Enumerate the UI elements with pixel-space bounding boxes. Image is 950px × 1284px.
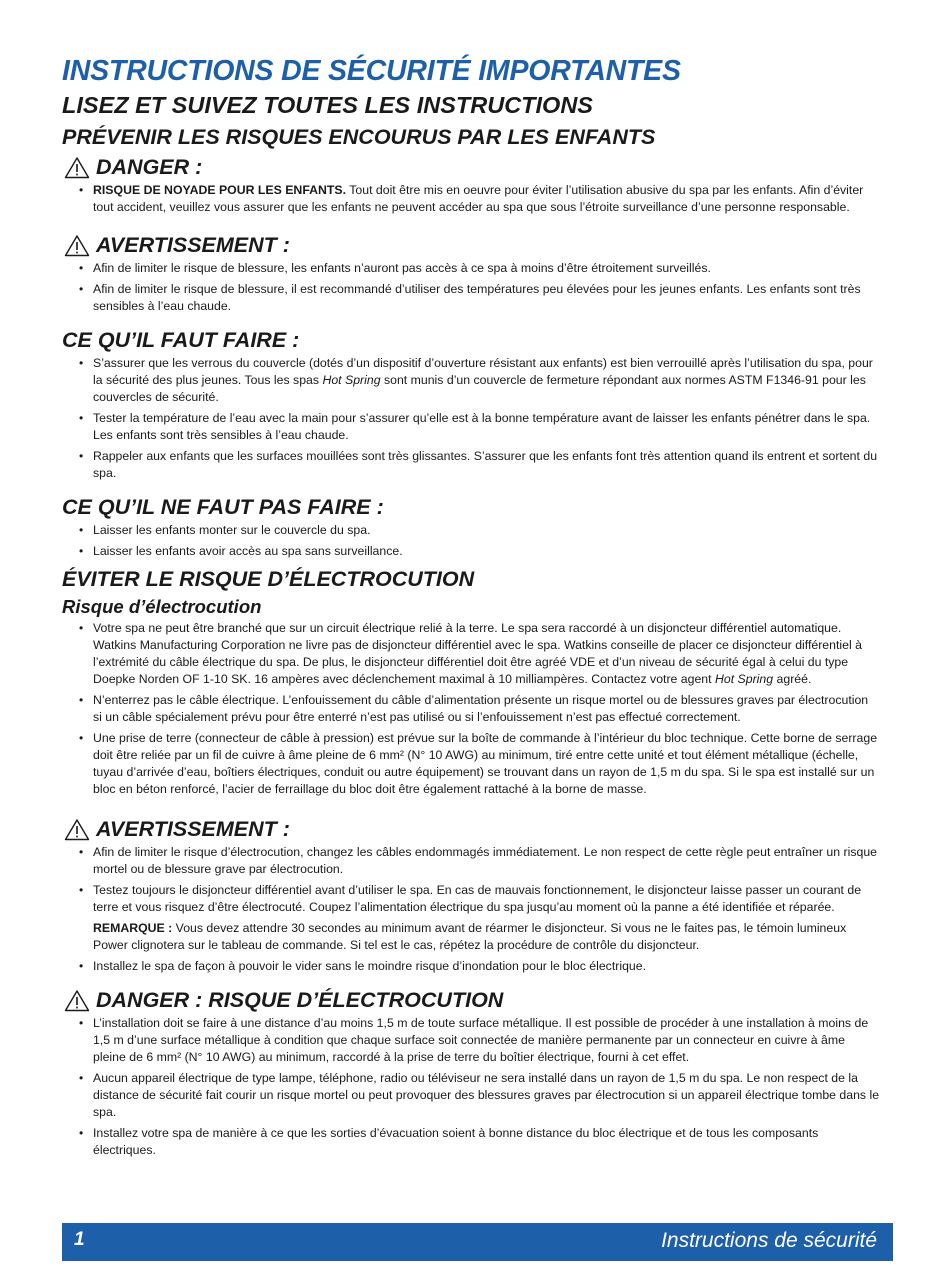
note-text: Vous devez attendre 30 secondes au minimum avant de réarmer le disjoncteur. Si vous ne le faites pas, le témoin lumineux Power clignotera sur le tableau de commande. Si tel est le cas, répétez la procédure de contrôle du disjoncteur. (93, 921, 847, 952)
footer-bar (62, 1223, 893, 1261)
text-run: S’assurer que les verrous du couvercle (dotés d’un dispositif d’ouverture résistant aux enfants) est bien verrouillé après l’utilisation du spa, pour la sécurité des plus jeunes. Tous les spas (93, 356, 873, 387)
content-column (62, 52, 880, 1163)
list-item: • Une prise de terre (connecteur de câble à pression) est prévue sur la boîte de commande à l’intérieur du bloc technique. Cette borne de serrage doit être reliée par un fil de cuivre à âme pleine de 6 mm² (N° 10 AWG) au minimum, tiré entre cette unité et tout élément métallique (échelle, tuyau d’arrivée d’eau, boîtiers électriques, conduit ou autre équipement) se trouvant dans un rayon de 1,5 m du spa. Si le spa est installé sur un bloc en béton renforcé, l’acier de ferraillage du bloc doit être également rattaché à la borne de masse. (93, 730, 880, 798)
electro-warning-list (62, 844, 880, 916)
warning-triangle-icon (64, 156, 90, 179)
list-item: • N’enterrez pas le câble électrique. L’enfouissement du câble d’alimentation présente un risque mortel ou de blessures graves par électrocution si un câble spécialement prévu pour être enterré n’est pas utilisé ou si l’enfouissement n’est pas effectué correctement. (93, 692, 880, 726)
do-list (62, 355, 880, 482)
page-subtitle: LISEZ ET SUIVEZ TOUTES LES INSTRUCTIONS (62, 92, 593, 118)
warning-label: AVERTISSEMENT : (96, 817, 290, 841)
electrocution-list (62, 620, 880, 798)
list-item: • Aucun appareil électrique de type lampe, téléphone, radio ou téléviseur ne sera installé dans un rayon de 1,5 m du spa. Le non respect de la distance de sécurité fait courir un risque mortel ou peut provoquer des blessures graves par électrocution si un appareil électrique tombe dans le spa. (93, 1070, 880, 1121)
brand-name: Hot Spring (322, 373, 381, 387)
warning-triangle-icon (64, 989, 90, 1012)
page-title: INSTRUCTIONS DE SÉCURITÉ IMPORTANTES (62, 55, 681, 87)
note-paragraph (93, 920, 880, 954)
list-item: • Installez votre spa de manière à ce que les sorties d’évacuation soient à bonne distance du bloc électrique et de tous les composants électriques. (93, 1125, 880, 1159)
list-item: • Afin de limiter le risque de blessure, il est recommandé d’utiliser des températures peu élevées pour les jeunes enfants. Les enfants sont très sensibles à l’eau chaude. (93, 281, 880, 315)
electro-danger-list (62, 1015, 880, 1159)
list-item: • Laisser les enfants avoir accès au spa sans surveillance. (93, 543, 880, 560)
text-run: sont munis d’un couvercle de fermeture répondant aux normes ASTM F1346-91 pour les couvercles de sécurité. (93, 373, 866, 404)
electrocution-heading: ÉVITER LE RISQUE D’ÉLECTROCUTION (62, 567, 475, 591)
warning-label: AVERTISSEMENT : (96, 233, 290, 257)
children-danger-list (62, 182, 880, 216)
list-item: • L’installation doit se faire à une distance d’au moins 1,5 m de toute surface métallique. Il est possible de procéder à une installation à moins de 1,5 m d’une surface métallique à condition que chaque surface soit connectée de manière permanente par un connecteur en cuivre à âme pleine de 6 mm² (N° 10 AWG) au minimum, raccordé à la prise de terre du boîtier électrique, fourni à cet effet. (93, 1015, 880, 1066)
page-number: 1 (74, 1229, 85, 1250)
list-item: • Installez le spa de façon à pouvoir le vider sans le moindre risque d’inondation pour le bloc électrique. (93, 958, 880, 975)
electrocution-subheading: Risque d’électrocution (62, 596, 262, 617)
danger-label: DANGER : (96, 155, 203, 179)
text-run: Votre spa ne peut être branché que sur un circuit électrique relié à la terre. Le spa sera raccordé à un disjoncteur différentiel automatique. Watkins Manufacturing Corporation ne livre pas de disjoncteur différentiel avec le spa. Watkins conseille de placer ce disjoncteur différentiel à l’extrémité du câble électrique du spa. De plus, le disjoncteur différentiel doit être agréé VDE et d’un niveau de sécurité égal à celui du type Doepke Norden OF 1-10 SK. 16 ampères avec déclenchement maximal à 10 milliampères. Contactez votre agent (93, 621, 862, 686)
note-label: REMARQUE : (93, 921, 173, 935)
footer-title: Instructions de sécurité (661, 1229, 877, 1252)
electro-warning-list-continued (62, 958, 880, 975)
warning-triangle-icon (64, 234, 90, 257)
list-item: • Tester la température de l’eau avec la main pour s’assurer qu’elle est à la bonne température avant de laisser les enfants pénétrer dans le spa. Les enfants sont très sensibles à l’eau chaude. (93, 410, 880, 444)
list-item (93, 355, 880, 406)
list-item (93, 182, 880, 216)
children-warning-list (62, 260, 880, 315)
list-item (93, 620, 880, 688)
brand-name: Hot Spring (714, 672, 774, 686)
danger-label: DANGER : RISQUE D’ÉLECTROCUTION (96, 988, 504, 1012)
list-item: • Afin de limiter le risque d’électrocution, changez les câbles endommagés immédiatement. Le non respect de cette règle peut entraîner un risque mortel ou de blessure grave par électrocution. (93, 844, 880, 878)
text-run: agréé. (773, 672, 812, 686)
do-heading: CE QU’IL FAUT FAIRE : (62, 328, 300, 352)
electro-danger-heading (64, 985, 880, 1015)
drowning-risk-text: Tout doit être mis en oeuvre pour éviter l’utilisation abusive du spa par les enfants. Afin d’éviter tout accident, veuillez vous assurer que les enfants ne peuvent accéder au spa que sous l’étroite surveillance d’une personne responsable. (93, 183, 864, 214)
children-warning-heading (64, 230, 880, 260)
drowning-risk-lead: RISQUE DE NOYADE POUR LES ENFANTS. (93, 183, 347, 197)
list-item: • Afin de limiter le risque de blessure, les enfants n’auront pas accès à ce spa à moins d’être étroitement surveillés. (93, 260, 880, 277)
children-danger-heading (64, 152, 880, 182)
list-item: • Rappeler aux enfants que les surfaces mouillées sont très glissantes. S’assurer que les enfants font très attention quand ils entrent et sortent du spa. (93, 448, 880, 482)
children-heading: PRÉVENIR LES RISQUES ENCOURUS PAR LES ENFANTS (62, 125, 656, 149)
list-item: • Laisser les enfants monter sur le couvercle du spa. (93, 522, 880, 539)
electro-warning-heading (64, 814, 880, 844)
list-item: • Testez toujours le disjoncteur différentiel avant d’utiliser le spa. En cas de mauvais fonctionnement, le disjoncteur laisse passer un courant de terre et vous risquez d’être électrocuté. Coupez l’alimentation électrique du spa jusqu’au moment où la panne a été identifiée et réparée. (93, 882, 880, 916)
dont-heading: CE QU’IL NE FAUT PAS FAIRE : (62, 495, 384, 519)
warning-triangle-icon (64, 818, 90, 841)
dont-list (62, 522, 880, 560)
